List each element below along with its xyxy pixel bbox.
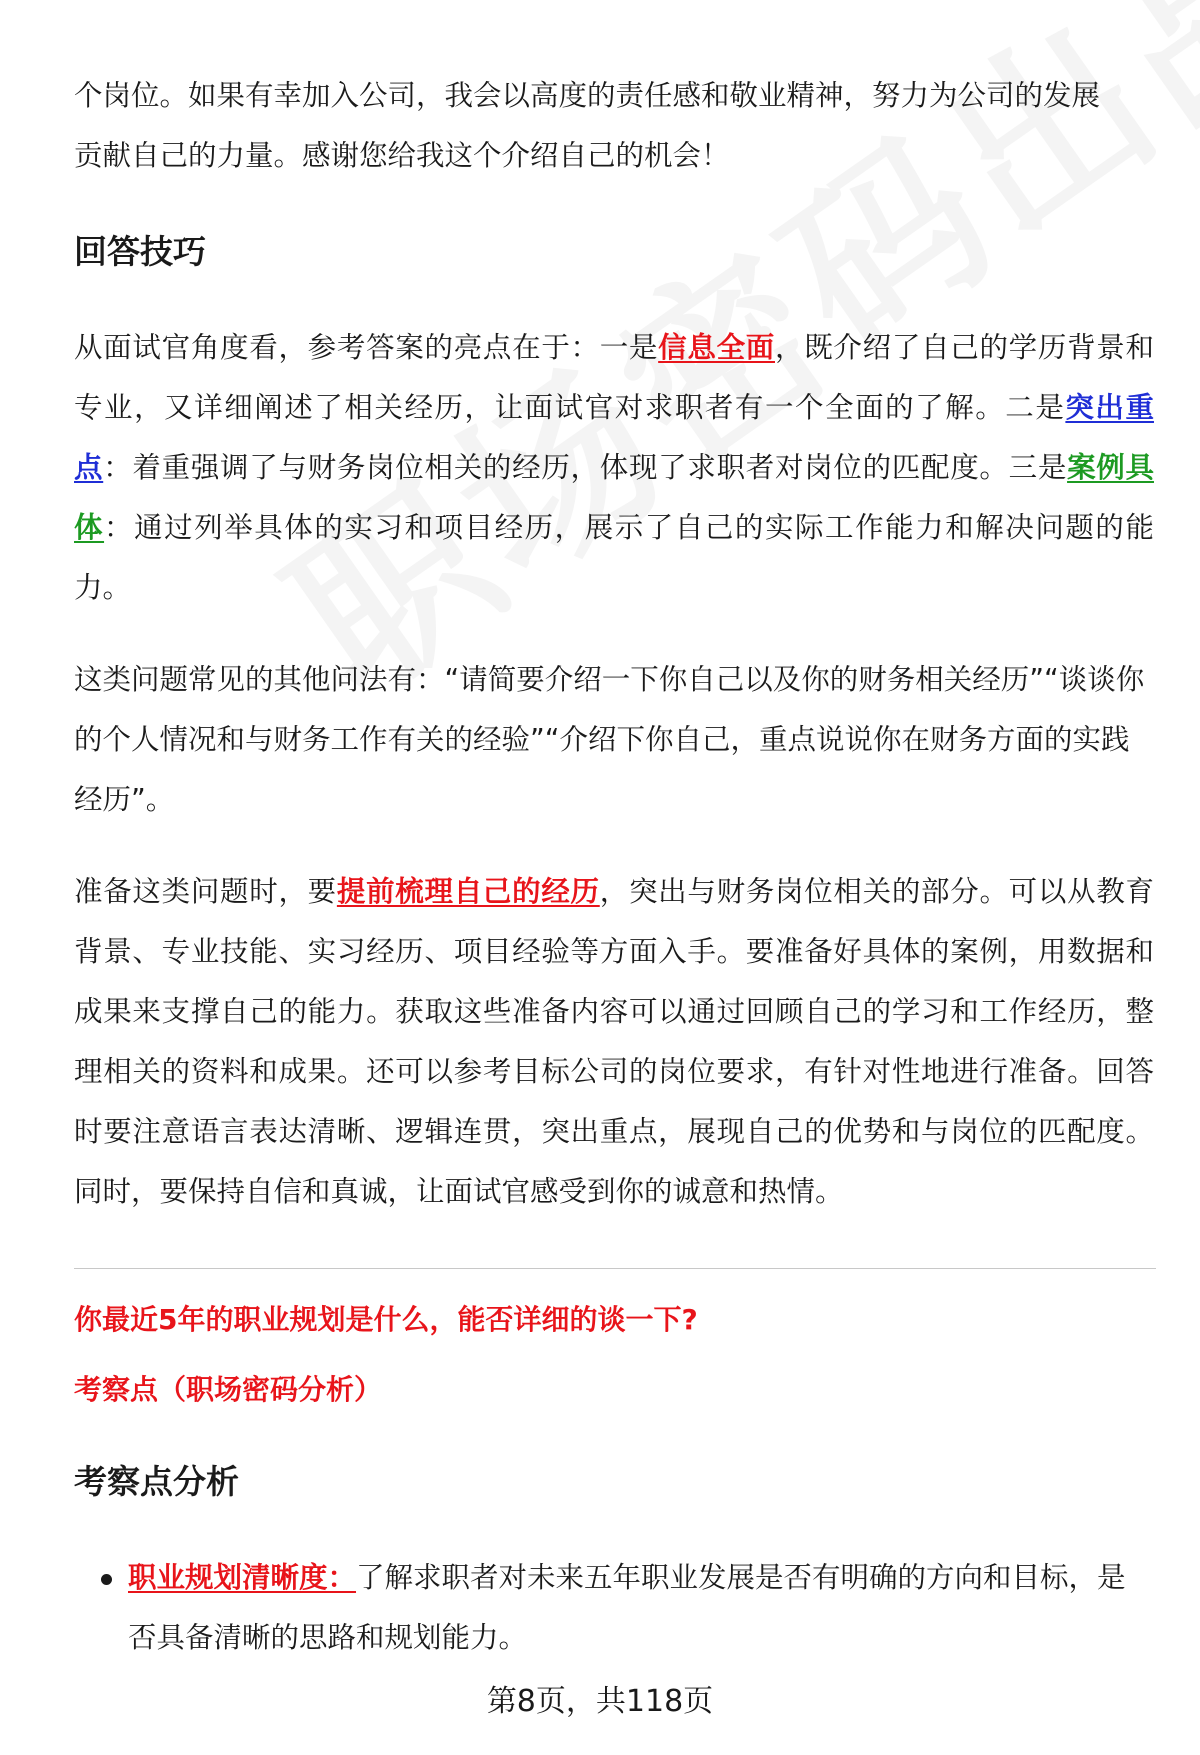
highlight-specific-cases: 案例具体 [74,451,1154,544]
tips-p3-text-1: 准备这类问题时，要 [74,875,337,908]
highlight-key-points: 突出重点 [74,391,1154,484]
tips-p1-text-1: 从面试官角度看，参考答案的亮点在于：一是 [74,331,659,364]
tips-p1-text-2: ，既介绍了自己的学历背景和专业，又详细阐述了相关经历，让面试官对求职者有一个全面的了解。二是 [74,331,1154,424]
question-subtitle: 考察点（职场密码分析） [74,1373,383,1406]
tips-p1-text-3: ：着重强调了与财务岗位相关的经历，体现了求职者对岗位的匹配度。三是 [103,451,1068,484]
tips-paragraph-3 [74,862,1154,1222]
bullet-label: 职业规划清晰度： [128,1561,357,1594]
intro-line-1: 个岗位。如果有幸加入公司，我会以高度的责任感和敬业精神，努力为公司的发展 [74,79,1101,112]
page-footer: 第8页，共118页 [486,1684,714,1719]
tips-heading: 回答技巧 [74,232,206,271]
tips-paragraph-1 [74,318,1154,618]
bullet-text [128,1548,1154,1668]
tips-p3-text-2: ，突出与财务岗位相关的部分。可以从教育背景、专业技能、实习经历、项目经验等方面入手。要准备好具体的案例，用数据和成果来支撑自己的能力。获取这些准备内容可以通过回顾自己的学习和工作经历，整理相关的资料和成果。还可以参考目标公司的岗位要求，有针对性地进行准备。回答时要注意语言表达清晰、逻辑连贯，突出重点，展现自己的优势和与岗位的匹配度。同时，要保持自信和真诚，让面试官感受到你的诚意和热情。 [74,875,1154,1208]
tips-paragraph-2: 这类问题常见的其他问法有：“请简要介绍一下你自己以及你的财务相关经历”“谈谈你的个人情况和与财务工作有关的经验”“介绍下你自己，重点说说你在财务方面的实践经历”。 [74,663,1145,816]
highlight-sort-experience: 提前梳理自己的经历 [336,875,600,908]
bullet-dot-icon [101,1574,112,1585]
section-divider [74,1268,1156,1269]
intro-line-2: 贡献自己的力量。感谢您给我这个介绍自己的机会！ [74,139,730,172]
highlight-info-complete: 信息全面 [658,331,775,364]
intro-paragraph [74,66,1154,186]
analysis-heading: 考察点分析 [74,1462,239,1501]
tips-p1-text-4: ：通过列举具体的实习和项目经历，展示了自己的实际工作能力和解决问题的能力。 [74,511,1154,604]
bullet-body: 了解求职者对未来五年职业发展是否有明确的方向和目标，是否具备清晰的思路和规划能力。 [128,1561,1126,1654]
question-title: 你最近5年的职业规划是什么，能否详细的谈一下? [74,1303,698,1336]
